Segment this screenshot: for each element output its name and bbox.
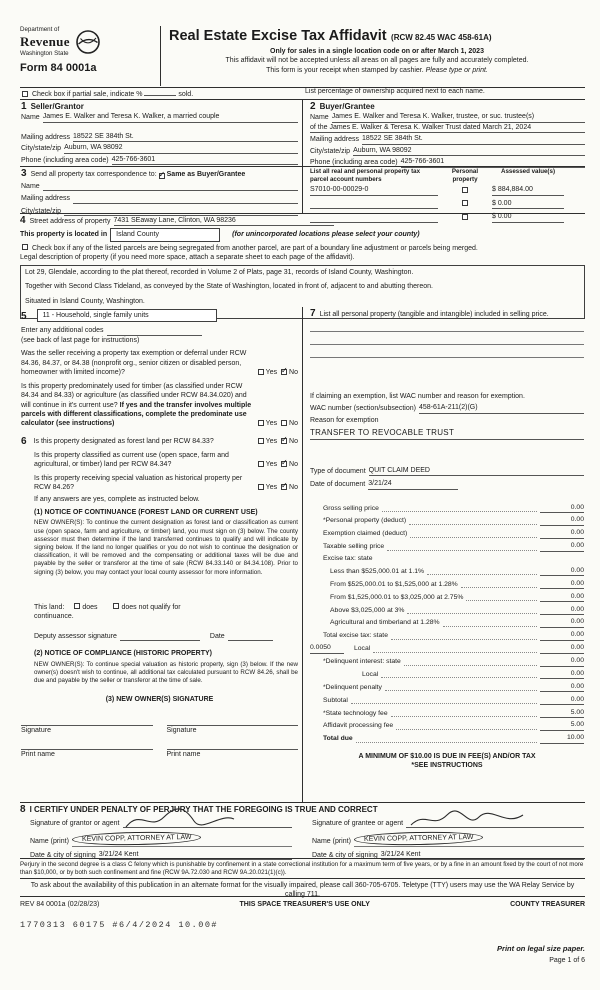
assessed-value-field[interactable]: $ 0.00 xyxy=(492,212,564,222)
new-owner-signature-title: (3) NEW OWNER(S) SIGNATURE xyxy=(105,696,214,704)
dotted-leader xyxy=(410,537,537,538)
tax-row-total-state xyxy=(310,631,584,640)
corr-city-label: City/state/zip xyxy=(21,207,62,215)
street-address-label: Street address of property xyxy=(29,218,111,225)
s6-q1-no-checkbox[interactable] xyxy=(281,438,287,444)
land-does-not-checkbox[interactable] xyxy=(113,603,119,609)
title-block xyxy=(169,27,585,75)
print-legal-size-note: Print on legal size paper. xyxy=(497,944,585,953)
seller-mailing-field[interactable]: 18522 SE 384th St. xyxy=(73,132,298,142)
notice-continuance-title: (1) NOTICE OF CONTINUANCE (FOREST LAND OR CURRENT USE) xyxy=(34,509,258,516)
corr-mailing-label: Mailing address xyxy=(21,195,71,203)
tax-value[interactable]: 0.00 xyxy=(540,529,584,538)
grantee-date-field[interactable]: 3/21/24 Kent xyxy=(381,850,584,860)
tax-row-tier-1 xyxy=(310,567,584,576)
section-1-number: 1 xyxy=(21,101,27,113)
dotted-leader xyxy=(391,716,537,717)
middle-sections xyxy=(20,307,585,803)
assessed-value-field[interactable]: $ 884,884.00 xyxy=(492,185,564,195)
section-8 xyxy=(20,803,585,858)
seller-city-field[interactable]: Auburn, WA 98092 xyxy=(64,143,298,153)
wac-number-field[interactable]: 458-61A-211(2)(G) xyxy=(419,403,584,413)
tax-row-exemption-deduct xyxy=(310,529,584,538)
dept-state: Washington State xyxy=(20,50,69,58)
section-5-number: 5 xyxy=(21,311,27,323)
s6-q2-yes-checkbox[interactable] xyxy=(258,461,264,467)
deputy-assessor-signature-field[interactable] xyxy=(120,632,200,641)
personal-property-col-header: Personal property xyxy=(451,168,479,184)
tax-label: Total excise tax: state xyxy=(323,632,388,640)
s6-q2-text: Is this property classified as current use (open space, farm and agricultural, or timber) land per RCW 84.34? xyxy=(34,451,229,469)
dotted-leader xyxy=(381,677,537,678)
s6-q3-no-checkbox[interactable] xyxy=(281,484,287,490)
buyer-mailing-label: Mailing address xyxy=(310,136,360,144)
partial-sale-sold-label: sold. xyxy=(178,91,194,98)
form-title: Real Estate Excise Tax Affidavit xyxy=(169,28,387,44)
dotted-leader xyxy=(351,703,537,704)
s5-q2-normal: Is this property predominately used for timber (as classified under RCW 84.34 and 84.33) or agriculture (as classified under RCW 84.34.020) and will continue in it's current use? xyxy=(21,382,247,409)
dotted-leader xyxy=(356,742,537,743)
deputy-assessor-label: Deputy assessor signature xyxy=(34,632,117,640)
owner-print-name-lines xyxy=(21,741,298,759)
tax-value[interactable]: 0.00 xyxy=(540,618,584,627)
reason-for-exemption-field[interactable]: TRANSFER TO REVOCABLE TRUST xyxy=(310,428,584,439)
treasurer-receipt-stamp: 1770313 60175 #6/4/2024 10.00# xyxy=(20,920,219,930)
tax-label: Excise tax: state xyxy=(323,555,373,563)
grantor-name-field[interactable]: KEVIN COPP, ATTORNEY AT LAW xyxy=(72,831,202,847)
personal-property-checkbox-1[interactable] xyxy=(462,187,468,193)
document-date-field[interactable]: 3/21/24 xyxy=(368,479,458,489)
seller-phone-label: Phone (including area code) xyxy=(21,156,109,164)
tax-value[interactable]: 0.00 xyxy=(540,516,584,525)
tax-value[interactable]: 0.00 xyxy=(540,580,584,589)
header-divider xyxy=(160,26,161,86)
tax-value[interactable]: 0.00 xyxy=(540,683,584,692)
form-header xyxy=(20,26,585,86)
section-2-title: Buyer/Grantee xyxy=(319,102,375,111)
codes-instructions-note: (see back of last page for instructions) xyxy=(21,336,140,344)
parcel-row xyxy=(310,185,585,195)
assessed-value-col-header: Assessed value(s) xyxy=(501,168,555,175)
owner-signature-field-1[interactable] xyxy=(21,717,153,726)
dotted-leader xyxy=(427,574,537,575)
header-note-1: Only for sales in a single location code on or after March 1, 2023 xyxy=(270,48,484,55)
deputy-assessor-row xyxy=(34,632,298,641)
tax-value[interactable]: 10.00 xyxy=(540,734,584,743)
dotted-leader xyxy=(404,665,537,666)
wac-number-label: WAC number (section/subsection) xyxy=(310,405,416,413)
county-select[interactable]: Island County xyxy=(110,228,220,241)
s6-q1-text: Is this property designated as forest land per RCW 84.33? xyxy=(33,438,214,446)
section-8-number: 8 xyxy=(20,804,26,816)
land-use-code-select[interactable]: 11 - Household, single family units xyxy=(37,309,217,322)
see-instructions-note: *SEE INSTRUCTIONS xyxy=(411,762,483,770)
partial-sale-percent-field[interactable] xyxy=(144,87,176,96)
buyer-name-label: Name xyxy=(310,114,329,122)
tax-label: Affidavit processing fee xyxy=(323,722,394,730)
treasurer-space-label: THIS SPACE TREASURER'S USE ONLY xyxy=(239,901,370,908)
grantee-signature-label: Signature of grantee or agent xyxy=(312,820,404,827)
tax-value[interactable]: 0.00 xyxy=(540,606,584,615)
grantee-name-field[interactable]: KEVIN COPP, ATTORNEY AT LAW xyxy=(354,831,484,847)
s5-q1-no-label: No xyxy=(289,369,298,377)
buyer-city-field[interactable]: Auburn, WA 98092 xyxy=(353,146,585,156)
parcel-row xyxy=(310,199,585,209)
ownership-note: List percentage of ownership acquired next to each name. xyxy=(305,88,485,95)
document-type-label: Type of document xyxy=(310,467,366,475)
s5-q1-yes-label: Yes xyxy=(265,369,278,377)
section-7-number: 7 xyxy=(310,308,316,319)
this-land-label: This land: xyxy=(34,603,65,611)
buyer-city-label: City/state/zip xyxy=(310,147,351,155)
deputy-date-label: Date xyxy=(209,632,225,640)
tax-label: From $1,525,000.01 to $3,025,000 at 2.75% xyxy=(330,593,464,601)
owner-print-name-field-2[interactable] xyxy=(167,741,299,750)
s6-q1-yes-label: Yes xyxy=(265,438,278,446)
tax-row-local-rate xyxy=(310,644,584,653)
land-qualify-row xyxy=(34,603,298,622)
tax-label: *Delinquent penalty xyxy=(323,683,382,691)
tax-label: Subtotal xyxy=(323,696,348,704)
dotted-leader xyxy=(396,729,537,730)
tax-row-delinquent-penalty xyxy=(310,683,584,692)
tax-value[interactable]: 5.00 xyxy=(540,721,584,730)
tax-value[interactable]: 5.00 xyxy=(540,709,584,718)
exemption-note: If claiming an exemption, list WAC number and reason for exemption. xyxy=(310,393,525,400)
seller-name-field[interactable]: James E. Walker and Teresa K. Walker, a married couple xyxy=(43,112,298,122)
personal-property-blank-line-3[interactable] xyxy=(310,345,584,358)
tax-row-tier-4 xyxy=(310,606,584,615)
section-5 xyxy=(21,309,298,759)
grantor-signature-label: Signature of grantor or agent xyxy=(30,820,120,827)
county-note: (for unincorporated locations please select your county) xyxy=(232,231,420,239)
additional-codes-label: Enter any additional codes xyxy=(21,327,104,335)
header-note-3-text: This form is your receipt when stamped by cashier. xyxy=(266,66,426,74)
tax-value[interactable]: 0.00 xyxy=(540,670,584,679)
tax-row-taxable xyxy=(310,542,584,551)
tax-row-processing-fee xyxy=(310,721,584,730)
grantee-signing-block xyxy=(312,819,584,860)
tax-value[interactable]: 0.00 xyxy=(540,542,584,551)
tax-row-gross xyxy=(310,504,584,513)
additional-codes-field[interactable] xyxy=(107,327,202,336)
section-6 xyxy=(21,437,298,760)
dor-logo-icon xyxy=(75,29,101,55)
perjury-notice: Perjury in the second degree is a class C felony which is punishable by confinement in a state correctional institution for a maximum term of five years, or by a fine in an amount fixed by the court of not more than $10,000, or by both such confinement and fine (RCW 9A.72.030 and RCW 9A.20.021(1)(c)). xyxy=(20,858,585,877)
header-note-3 xyxy=(169,66,585,75)
dotted-leader xyxy=(461,587,537,588)
grantor-signature-field[interactable] xyxy=(123,819,292,828)
seller-mailing-label: Mailing address xyxy=(21,133,71,141)
same-as-buyer-label: Same as Buyer/Grantee xyxy=(166,170,246,178)
dotted-leader xyxy=(385,690,537,691)
buyer-name-field[interactable]: James E. Walker and Teresa K. Walker, trustee, or suc. trustee(s) xyxy=(332,112,585,122)
tax-computation-table xyxy=(310,504,584,744)
document-date-label: Date of document xyxy=(310,481,366,489)
continuance-label: continuance. xyxy=(34,613,74,621)
alt-format-notice: To ask about the availability of this publication in an alternate format for the visually impaired, please call 360-705-6705. Teletype (TTY) users may use the WA Relay Service by calling 711. xyxy=(20,878,585,900)
owner-print-name-field-1[interactable] xyxy=(21,741,153,750)
tax-row-technology-fee xyxy=(310,709,584,718)
street-address-field[interactable]: 7431 SEaway Lane, Clinton, WA 98236 xyxy=(114,216,334,226)
tax-value[interactable]: 0.00 xyxy=(540,593,584,602)
tax-label: Total due xyxy=(323,735,353,743)
s6-q2-yes-label: Yes xyxy=(265,461,278,469)
owner-signature-field-2[interactable] xyxy=(167,717,299,726)
section-7 xyxy=(310,309,584,771)
s6-question-2 xyxy=(21,451,298,470)
agency-block xyxy=(20,26,156,74)
segregated-label: Check box if any of the listed parcels are being segregated from another parcel, are part of a boundary line adjustment or parcels being merged. xyxy=(31,244,478,252)
rev-row xyxy=(20,896,585,909)
parties-section xyxy=(20,100,585,167)
tax-label: *Delinquent interest: state xyxy=(323,658,401,666)
tax-row-agricultural xyxy=(310,618,584,627)
assessed-value-field[interactable]: $ 0.00 xyxy=(492,199,564,209)
tax-label: *State technology fee xyxy=(323,709,388,717)
corr-mailing-field[interactable] xyxy=(73,195,298,204)
tax-value[interactable]: 0.00 xyxy=(540,657,584,666)
grantee-name-label: Name (print) xyxy=(312,838,351,846)
header-note-2: This affidavit will not be accepted unless all areas on all pages are fully and accurately completed. xyxy=(225,57,529,65)
tax-row-tier-2 xyxy=(310,580,584,589)
dotted-leader xyxy=(382,511,537,512)
dotted-leader xyxy=(409,524,537,525)
section-2-buyer xyxy=(310,102,585,168)
document-type-field[interactable]: QUIT CLAIM DEED xyxy=(369,466,584,476)
correspondence-block xyxy=(21,169,298,216)
buyer-phone-label: Phone (including area code) xyxy=(310,159,398,167)
buyer-name-field-line2[interactable]: of the James E. Walker & Teresa K. Walker Trust dated March 21, 2024 xyxy=(310,123,585,133)
s5-q2-no-label: No xyxy=(289,420,298,428)
grantor-date-label: Date & city of signing xyxy=(30,851,96,859)
legal-description-label: Legal description of property (if you need more space, attach a separate sheet to each page of the affidavit). xyxy=(20,254,355,262)
tax-label: Gross selling price xyxy=(323,504,379,512)
rev-number: REV 84 0001a (02/28/23) xyxy=(20,901,100,908)
s6-question-1 xyxy=(21,437,298,447)
tax-row-delinquent-interest-local xyxy=(310,670,584,679)
grantee-date-label: Date & city of signing xyxy=(312,851,378,859)
s5-q1-no-checkbox[interactable] xyxy=(281,369,287,375)
land-does-not-label: does not qualify for xyxy=(121,603,181,611)
tax-value[interactable]: 0.00 xyxy=(540,644,584,653)
tax-value[interactable]: 0.00 xyxy=(540,631,584,640)
partial-sale-checkbox[interactable] xyxy=(22,91,28,97)
tax-label: Above $3,025,000 at 3% xyxy=(330,606,405,614)
dotted-leader xyxy=(373,652,537,653)
notice-continuance-body: NEW OWNER(S): To continue the current designation as forest land or classification as current use (open space, farm and agriculture, or timber) land, you must sign on (3) below. The county assessor must then determine if the land transferred continues to qualify and will indicate by signing below. If the land no longer qualifies or you do not wish to continue the designation or classification, it will be removed and the compensating or additional taxes will be due and payable by the seller or transferor at the time of sale (RCW 84.33.140 or 84.34.108). Prior to signing (3) below, you may contact your local county assessor for more information. xyxy=(34,519,298,576)
section-3-divider xyxy=(302,167,303,213)
dotted-leader xyxy=(466,600,537,601)
owner-signature-lines xyxy=(21,717,298,735)
tax-row-tier-3 xyxy=(310,593,584,602)
partial-sale-label: Check box if partial sale, indicate % xyxy=(31,91,143,98)
personal-property-list-label: List all personal property (tangible and intangible) included in selling price. xyxy=(319,310,549,318)
s6-complete-note: If any answers are yes, complete as instructed below. xyxy=(34,495,200,503)
seller-city-label: City/state/zip xyxy=(21,145,62,153)
tax-label: Taxable selling price xyxy=(323,543,385,551)
s5-q2-text xyxy=(21,382,253,429)
tax-row-subtotal xyxy=(310,696,584,705)
segregated-checkbox[interactable] xyxy=(22,244,28,250)
reason-for-exemption-label: Reason for exemption xyxy=(310,416,379,424)
land-does-label: does xyxy=(82,603,98,611)
correspondence-label: Send all property tax correspondence to: xyxy=(30,170,157,178)
owner-signature-label-2: Signature xyxy=(166,726,197,734)
s5-q2-yes-checkbox[interactable] xyxy=(258,420,264,426)
seller-phone-field[interactable]: 425-766-3601 xyxy=(112,155,298,165)
owner-print-name-label-1: Print name xyxy=(21,750,55,758)
section-3-number: 3 xyxy=(21,168,27,179)
s6-q3-yes-label: Yes xyxy=(265,484,278,492)
parties-divider xyxy=(302,100,303,166)
s6-q3-no-label: No xyxy=(289,484,298,492)
notice-compliance-title: (2) NOTICE OF COMPLIANCE (HISTORIC PROPERTY) xyxy=(34,650,212,658)
seller-name-label: Name xyxy=(21,114,40,122)
s6-q2-no-label: No xyxy=(289,461,298,469)
personal-property-blank-line-1[interactable] xyxy=(310,319,584,332)
local-rate-field[interactable]: 0.0050 xyxy=(310,644,344,653)
s6-q3-yes-checkbox[interactable] xyxy=(258,484,264,490)
s5-question-2 xyxy=(21,382,298,429)
s6-q3-text: Is this property receiving special valuation as historical property per RCW 84.26? xyxy=(34,474,243,492)
form-number: Form 84 0001a xyxy=(20,62,97,75)
tax-row-personal-deduct xyxy=(310,516,584,525)
s6-q1-yes-checkbox[interactable] xyxy=(258,438,264,444)
corr-name-field[interactable] xyxy=(43,182,298,191)
tax-label: Local xyxy=(362,670,379,678)
certify-statement: I CERTIFY UNDER PENALTY OF PERJURY THAT THE FOREGOING IS TRUE AND CORRECT xyxy=(29,805,378,814)
personal-property-checkbox-2[interactable] xyxy=(462,200,468,206)
partial-sale-row xyxy=(20,87,585,100)
grantee-signature-field[interactable] xyxy=(406,819,584,828)
section-1-title: Seller/Grantor xyxy=(30,102,84,111)
grantor-signing-block xyxy=(30,819,292,860)
excise-tax-state-header xyxy=(310,555,584,563)
dotted-leader xyxy=(391,639,537,640)
parcel-col-header: List all real and personal property tax parcel account numbers xyxy=(310,168,421,184)
s6-q2-no-checkbox[interactable] xyxy=(281,461,287,467)
s5-q1-yes-checkbox[interactable] xyxy=(258,369,264,375)
section-4 xyxy=(20,214,585,307)
tax-value[interactable]: 0.00 xyxy=(540,696,584,705)
minimum-fee-note: A MINIMUM OF $10.00 IS DUE IN FEE(S) AND/OR TAX xyxy=(358,752,536,760)
dotted-leader xyxy=(443,626,537,627)
grantor-date-field[interactable]: 3/21/24 Kent xyxy=(99,850,292,860)
tax-label: From $525,000.01 to $1,525,000 at 1.28% xyxy=(330,580,458,588)
section-6-number: 6 xyxy=(21,435,27,447)
tax-label: Less than $525,000.01 at 1.1% xyxy=(330,567,425,575)
s5-q2-bold: If yes and the transfer involves multiple parcels with different classifications, complete the predominate use calculator (see instructions) xyxy=(21,401,252,428)
page-indicator: Page 1 of 6 xyxy=(549,957,585,964)
tax-label: Local xyxy=(354,645,371,653)
land-does-checkbox[interactable] xyxy=(74,603,80,609)
tax-value[interactable]: 0.00 xyxy=(540,567,584,576)
grantor-name-label: Name (print) xyxy=(30,838,69,846)
same-as-buyer-checkbox[interactable] xyxy=(159,173,165,179)
tax-row-delinquent-interest-state xyxy=(310,657,584,666)
deputy-date-field[interactable] xyxy=(228,632,273,641)
located-in-label: This property is located in xyxy=(20,231,108,239)
legal-description-line1: Lot 29, Glendale, according to the plat thereof, recorded in Volume 2 of Plats, page 31, records of Island County, Washington. xyxy=(25,268,414,276)
tax-value[interactable]: 0.00 xyxy=(540,504,584,513)
owner-print-name-label-2: Print name xyxy=(166,750,201,758)
header-note-3-italic: Please type or print. xyxy=(425,66,488,74)
dept-line: Department of xyxy=(20,26,60,33)
s5-q1-text: Was the seller receiving a property tax exemption or deferral under RCW 84.36, 84.37, or 84.38 (nonprofit org., senior citizen or disabled person, homeowner with limited income)? xyxy=(21,350,247,377)
owner-signature-label-1: Signature xyxy=(21,726,51,734)
tax-label: Exemption claimed (deduct) xyxy=(323,530,408,538)
section-2-number: 2 xyxy=(310,101,316,113)
s6-question-3 xyxy=(21,474,298,493)
buyer-phone-field[interactable]: 425-766-3601 xyxy=(401,157,585,167)
s5-q2-yes-label: Yes xyxy=(265,420,278,428)
s6-q1-no-label: No xyxy=(289,438,298,446)
dotted-leader xyxy=(407,613,537,614)
form-title-code: (RCW 82.45 WAC 458-61A) xyxy=(391,33,492,42)
s5-q2-no-checkbox[interactable] xyxy=(281,420,287,426)
legal-description-line2: Together with Second Class Tideland, as conveyed by the State of Washington, located in front of, adjacent to and abutting thereon. xyxy=(25,283,433,291)
dept-name: Revenue xyxy=(20,34,70,50)
parcel-number-field[interactable]: S7010-00-00029-0 xyxy=(310,185,438,195)
parcel-number-field[interactable] xyxy=(310,200,438,209)
s5-question-1 xyxy=(21,349,298,377)
section-1-seller xyxy=(21,102,298,165)
tax-row-total-due xyxy=(310,734,584,743)
section-4-number: 4 xyxy=(20,215,26,227)
middle-divider xyxy=(302,307,303,802)
corr-name-label: Name xyxy=(21,183,40,190)
county-treasurer-label: COUNTY TREASURER xyxy=(510,901,585,908)
tax-label: Agricultural and timberland at 1.28% xyxy=(330,619,440,627)
notice-compliance-body: NEW OWNER(S): To continue special valuation as historic property, sign (3) below. If the new owner(s) doesn't wish to continue, all additional tax calculated pursuant to RCW 84.26, shall be due and payable by the seller or transferor at the time of sale. xyxy=(34,660,298,684)
personal-property-blank-line-2[interactable] xyxy=(310,332,584,345)
tax-label: *Personal property (deduct) xyxy=(323,517,407,525)
dotted-leader xyxy=(387,550,537,551)
buyer-mailing-field[interactable]: 18522 SE 384th St. xyxy=(362,134,585,144)
legal-description-line3: Situated in Island County, Washington. xyxy=(25,297,145,305)
